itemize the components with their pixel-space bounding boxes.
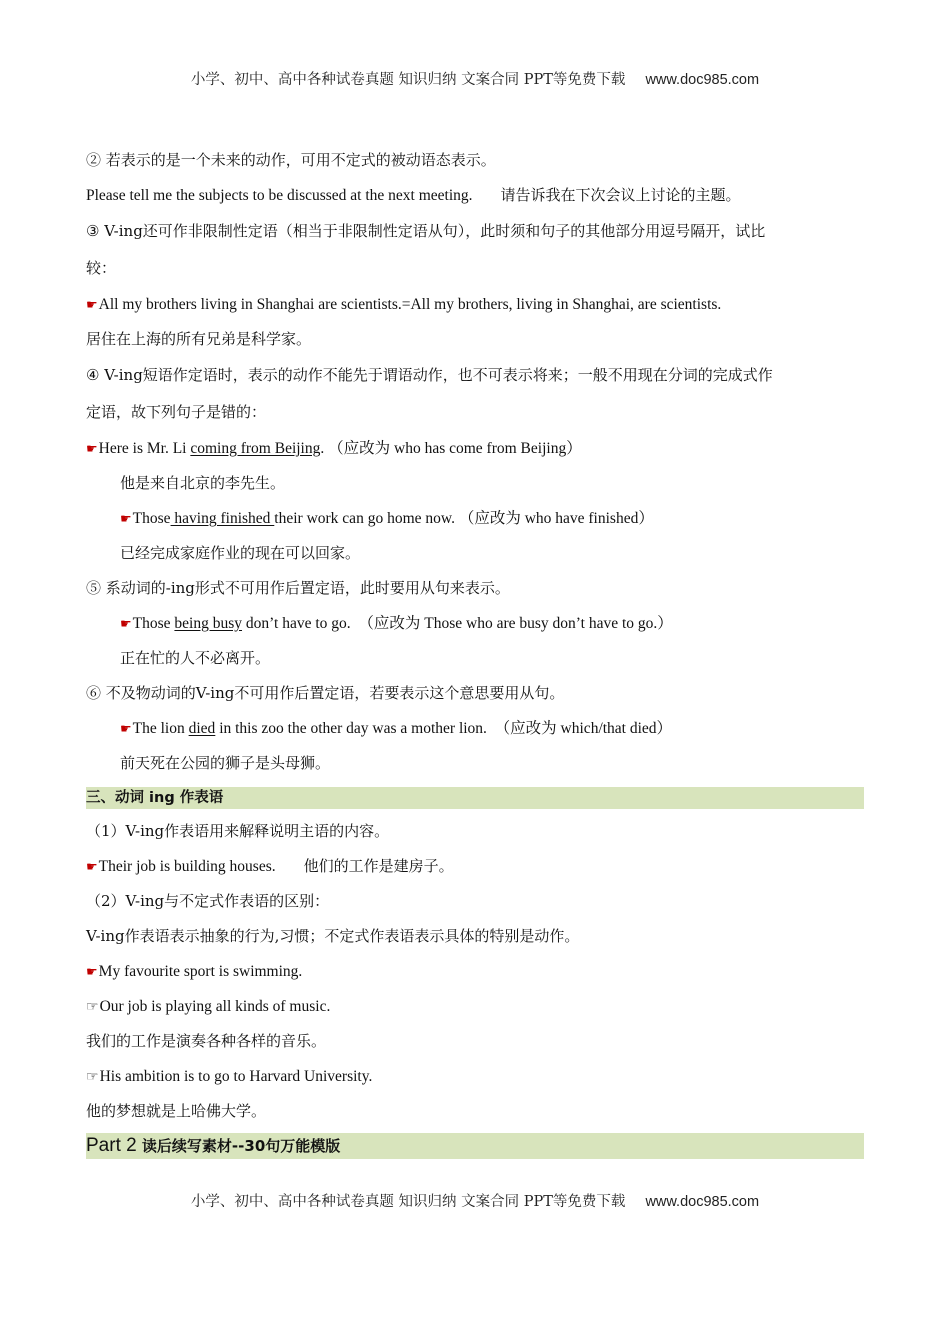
part2-heading	[86, 1133, 864, 1159]
pointing-hand-outline-icon: ☞	[86, 1000, 99, 1015]
rule-2: ② 若表示的是一个未来的动作，可用不定式的被动语态表示。	[86, 151, 496, 169]
example-cn: 请告诉我在下次会议上讨论的主题。	[500, 186, 741, 204]
pointing-hand-icon: ☛	[86, 964, 98, 979]
rule-4-line1: ④ V-ing短语作定语时，表示的动作不能先于谓语动作，也不可表示将来；一般不用现在分词的完成式作	[86, 366, 773, 384]
example-translation: 我们的工作是演奏各种各样的音乐。	[86, 1032, 327, 1050]
pointing-hand-icon: ☛	[86, 859, 98, 874]
header-text: 小学、初中、高中各种试卷真题 知识归纳 文案合同 PPT等免费下载	[190, 72, 626, 88]
example-wrong-4: ☛The lion died in this zoo the other day was a mother lion. （应改为 which/that died）	[120, 720, 673, 737]
example-text: All my brothers living in Shanghai are scientists.=All my brothers, living in Shanghai, are scientists.	[98, 296, 722, 313]
underlined-phrase: died	[188, 720, 216, 737]
underlined-phrase: coming from Beijing	[190, 440, 321, 457]
example-translation: 他的梦想就是上哈佛大学。	[86, 1102, 267, 1120]
pointing-hand-icon: ☛	[120, 616, 132, 631]
document-body	[86, 143, 864, 1159]
underlined-phrase: having finished	[170, 510, 275, 527]
pointing-hand-outline-icon: ☞	[86, 1070, 99, 1085]
footer-text: 小学、初中、高中各种试卷真题 知识归纳 文案合同 PPT等免费下载	[190, 1194, 626, 1210]
section3-example-3: ☞Our job is playing all kinds of music.	[86, 998, 331, 1015]
example-translation: 已经完成家庭作业的现在可以回家。	[120, 544, 361, 562]
example-wrong-1: ☛Here is Mr. Li coming from Beijing. （应改为 who has come from Beijing）	[86, 440, 582, 457]
example-wrong-2: ☛Those having finished their work can go home now. （应改为 who have finished）	[120, 510, 654, 527]
rule-5: ⑤ 系动词的-ing形式不可用作后置定语，此时要用从句来表示。	[86, 579, 510, 597]
part2-label: Part 2	[86, 1135, 137, 1156]
section-heading: 三、动词 ing 作表语	[86, 787, 864, 809]
section3-example-1: ☛Their job is building houses. 他们的工作是建房子。	[86, 857, 454, 875]
example-future-passive	[86, 178, 864, 213]
pointing-hand-icon: ☛	[86, 441, 98, 456]
pointing-hand-icon: ☛	[120, 511, 132, 526]
pointing-hand-icon: ☛	[86, 297, 98, 312]
page-header	[0, 68, 950, 89]
page-footer	[0, 1190, 950, 1211]
example-nonrestrictive	[86, 287, 864, 322]
example-en: Please tell me the subjects to be discussed at the next meeting.	[86, 187, 473, 204]
pointing-hand-icon: ☛	[120, 721, 132, 736]
example-translation: 正在忙的人不必离开。	[120, 649, 271, 667]
example-translation: 他是来自北京的李先生。	[120, 474, 286, 492]
underlined-phrase: being busy	[174, 615, 243, 632]
section3-example-4: ☞His ambition is to go to Harvard University.	[86, 1068, 373, 1085]
header-url[interactable]: www.doc985.com	[645, 72, 760, 88]
example-translation: 前天死在公园的狮子是头母狮。	[120, 754, 331, 772]
section3-point-3: V-ing作表语表示抽象的行为,习惯；不定式作表语表示具体的特别是动作。	[86, 927, 580, 945]
rule-3-line1: ③ V-ing还可作非限制性定语（相当于非限制性定语从句），此时须和句子的其他部分用逗号隔开，试比	[86, 222, 766, 240]
example-wrong-3: ☛Those being busy don’t have to go. （应改为 Those who are busy don’t have to go.）	[120, 615, 673, 632]
rule-6: ⑥ 不及物动词的V-ing不可用作后置定语，若要表示这个意思要用从句。	[86, 684, 565, 702]
example-translation: 居住在上海的所有兄弟是科学家。	[86, 330, 312, 348]
rule-4-line2: 定语，故下列句子是错的：	[86, 403, 267, 421]
section3-point-2: （2）V-ing与不定式作表语的区别：	[86, 892, 330, 910]
footer-url[interactable]: www.doc985.com	[645, 1194, 760, 1210]
rule-3-line2: 较：	[86, 259, 117, 277]
part2-title: 读后续写素材--30句万能模版	[136, 1137, 341, 1155]
section3-point-1: （1）V-ing作表语用来解释说明主语的内容。	[86, 822, 390, 840]
section3-example-2: ☛My favourite sport is swimming.	[86, 963, 303, 980]
